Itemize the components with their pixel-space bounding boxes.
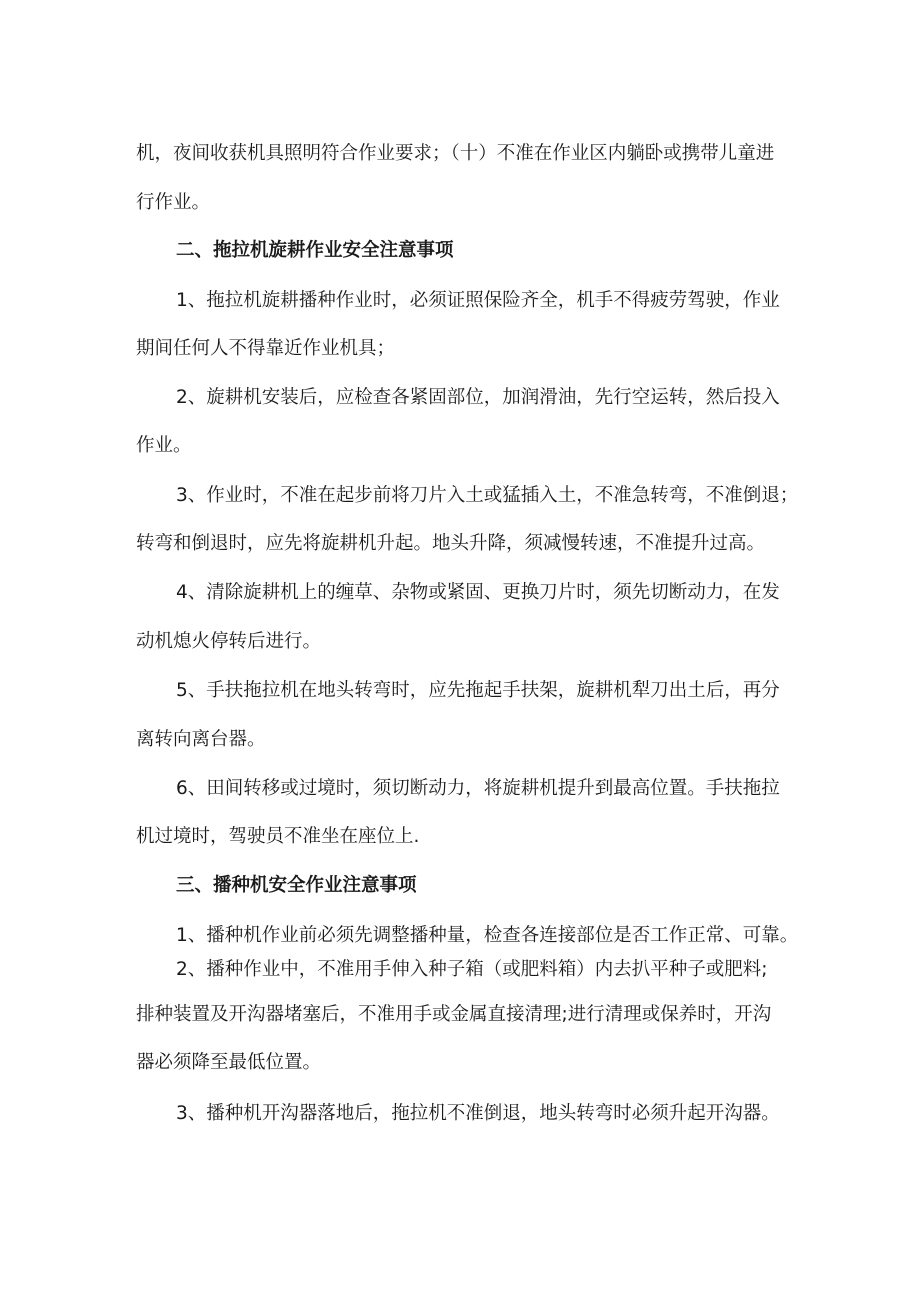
text-line: 1、拖拉机旋耕播种作业时，必须证照保险齐全，机手不得疲劳驾驶，作业 [176,290,780,311]
text-line: 行作业。 [136,192,211,213]
text-line: 3、播种机开沟器落地后，拖拉机不准倒退，地头转弯时必须升起开沟器。 [176,1103,780,1124]
text-line: 作业。 [136,435,192,456]
text-line: 动机熄火停转后进行。 [136,631,322,652]
text-line: 3、作业时，不准在起步前将刀片入土或猛插入土，不准急转弯，不准倒退； [176,485,799,506]
text-line: 4、清除旋耕机上的缠草、杂物或紧固、更换刀片时，须先切断动力，在发 [176,582,780,603]
text-line: 期间任何人不得靠近作业机具； [136,338,396,359]
text-line: 离转向离台器。 [136,729,266,750]
text-line: 5、手扶拖拉机在地头转弯时，应先拖起手扶架，旋耕机犁刀出土后，再分 [176,680,780,701]
text-line: 6、田间转移或过境时，须切断动力，将旋耕机提升到最高位置。手扶拖拉 [176,778,780,799]
section-heading: 二、拖拉机旋耕作业安全注意事项 [176,240,454,261]
text-line: 机过境时，驾驶员不准坐在座位上. [136,826,420,847]
text-line: 转弯和倒退时，应先将旋耕机升起。地头升降，须减慢转速，不准提升过高。 [136,533,766,554]
text-line: 机，夜间收获机具照明符合作业要求；（十）不准在作业区内躺卧或携带儿童进 [136,143,775,164]
text-line: 2、播种作业中，不准用手伸入种子箱（或肥料箱）内去扒平种子或肥料; [176,959,768,980]
section-heading: 三、播种机安全作业注意事项 [176,875,417,896]
text-line: 1、播种机作业前必须先调整播种量，检查各连接部位是否工作正常、可靠。 [176,925,799,946]
text-line: 排种装置及开沟器堵塞后，不准用手或金属直接清理;进行清理或保养时，开沟 [136,1004,772,1025]
text-line: 器必须降至最低位置。 [136,1052,322,1073]
text-line: 2、旋耕机安装后，应检查各紧固部位，加润滑油，先行空运转，然后投入 [176,387,780,408]
